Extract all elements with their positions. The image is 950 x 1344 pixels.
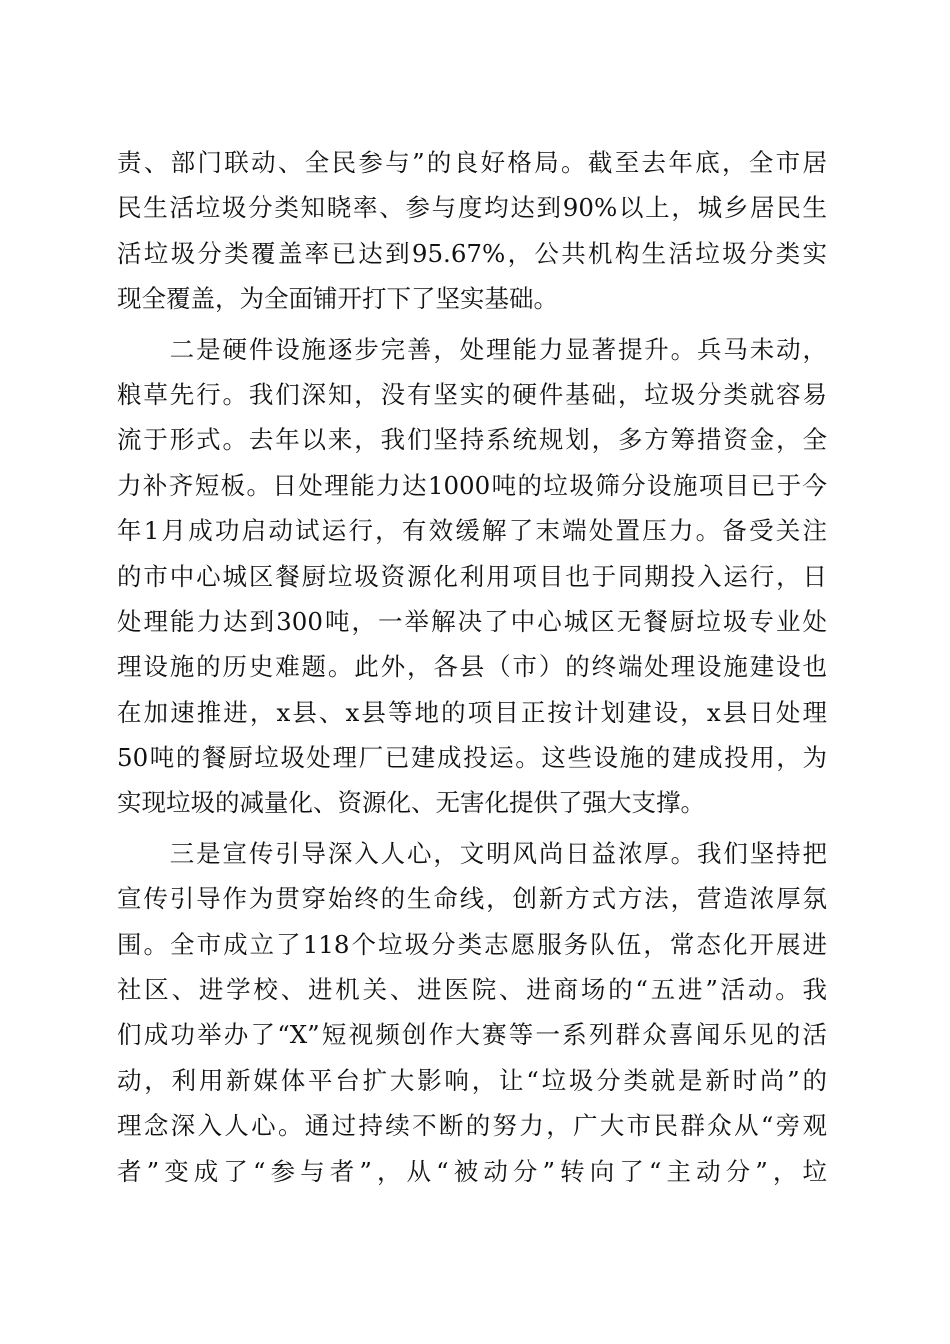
- text-line: 理设施的历史难题。此外，各县（市）的终端处理设施建设也: [117, 652, 827, 682]
- text-line: 宣传引导作为贯穿始终的生命线，创新方式方法，营造浓厚氛: [117, 884, 827, 914]
- paragraph-2: [117, 327, 827, 826]
- text-line: 处理能力达到300吨，一举解决了中心城区无餐厨垃圾专业处: [117, 606, 827, 636]
- text-line: 责、部门联动、全民参与”的良好格局。截至去年底，全市居: [117, 148, 827, 177]
- text-line: 二是硬件设施逐步完善，处理能力显著提升。兵马未动，: [117, 334, 827, 364]
- text-line: 活垃圾分类覆盖率已达到95.67%，公共机构生活垃圾分类实: [117, 238, 827, 268]
- text-line: 的市中心城区餐厨垃圾资源化利用项目也于同期投入运行，日: [117, 561, 827, 591]
- text-line: 民生活垃圾分类知晓率、参与度均达到90%以上，城乡居民生: [117, 193, 827, 223]
- paragraph-1: [117, 140, 827, 322]
- text-line: 们成功举办了“X”短视频创作大赛等一系列群众喜闻乐见的活: [117, 1020, 827, 1050]
- text-line: 理念深入人心。通过持续不断的努力，广大市民群众从“旁观: [117, 1111, 827, 1141]
- text-line: 者”变成了“参与者”，从“被动分”转向了“主动分”，垃: [117, 1156, 827, 1186]
- text-line: 动，利用新媒体平台扩大影响，让“垃圾分类就是新时尚”的: [117, 1065, 827, 1095]
- text-line: 现全覆盖，为全面铺开打下了坚实基础。: [117, 284, 558, 314]
- text-line: 粮草先行。我们深知，没有坚实的硬件基础，垃圾分类就容易: [117, 379, 827, 409]
- document-body: [117, 140, 827, 1194]
- text-line: 力补齐短板。日处理能力达1000吨的垃圾筛分设施项目已于今: [117, 470, 827, 500]
- paragraph-3: [117, 831, 827, 1194]
- text-line: 围。全市成立了118个垃圾分类志愿服务队伍，常态化开展进: [117, 929, 827, 959]
- text-line: 流于形式。去年以来，我们坚持系统规划，多方筹措资金，全: [117, 425, 827, 455]
- text-line: 三是宣传引导深入人心，文明风尚日益浓厚。我们坚持把: [117, 838, 827, 868]
- text-line: 50吨的餐厨垃圾处理厂已建成投运。这些设施的建成投用，为: [117, 743, 827, 773]
- text-line: 实现垃圾的减量化、资源化、无害化提供了强大支撑。: [117, 788, 705, 818]
- text-line: 社区、进学校、进机关、进医院、进商场的“五进”活动。我: [117, 975, 827, 1005]
- text-line: 年1月成功启动试运行，有效缓解了末端处置压力。备受关注: [117, 516, 827, 546]
- text-line: 在加速推进，x县、x县等地的项目正按计划建设，x县日处理: [117, 697, 827, 727]
